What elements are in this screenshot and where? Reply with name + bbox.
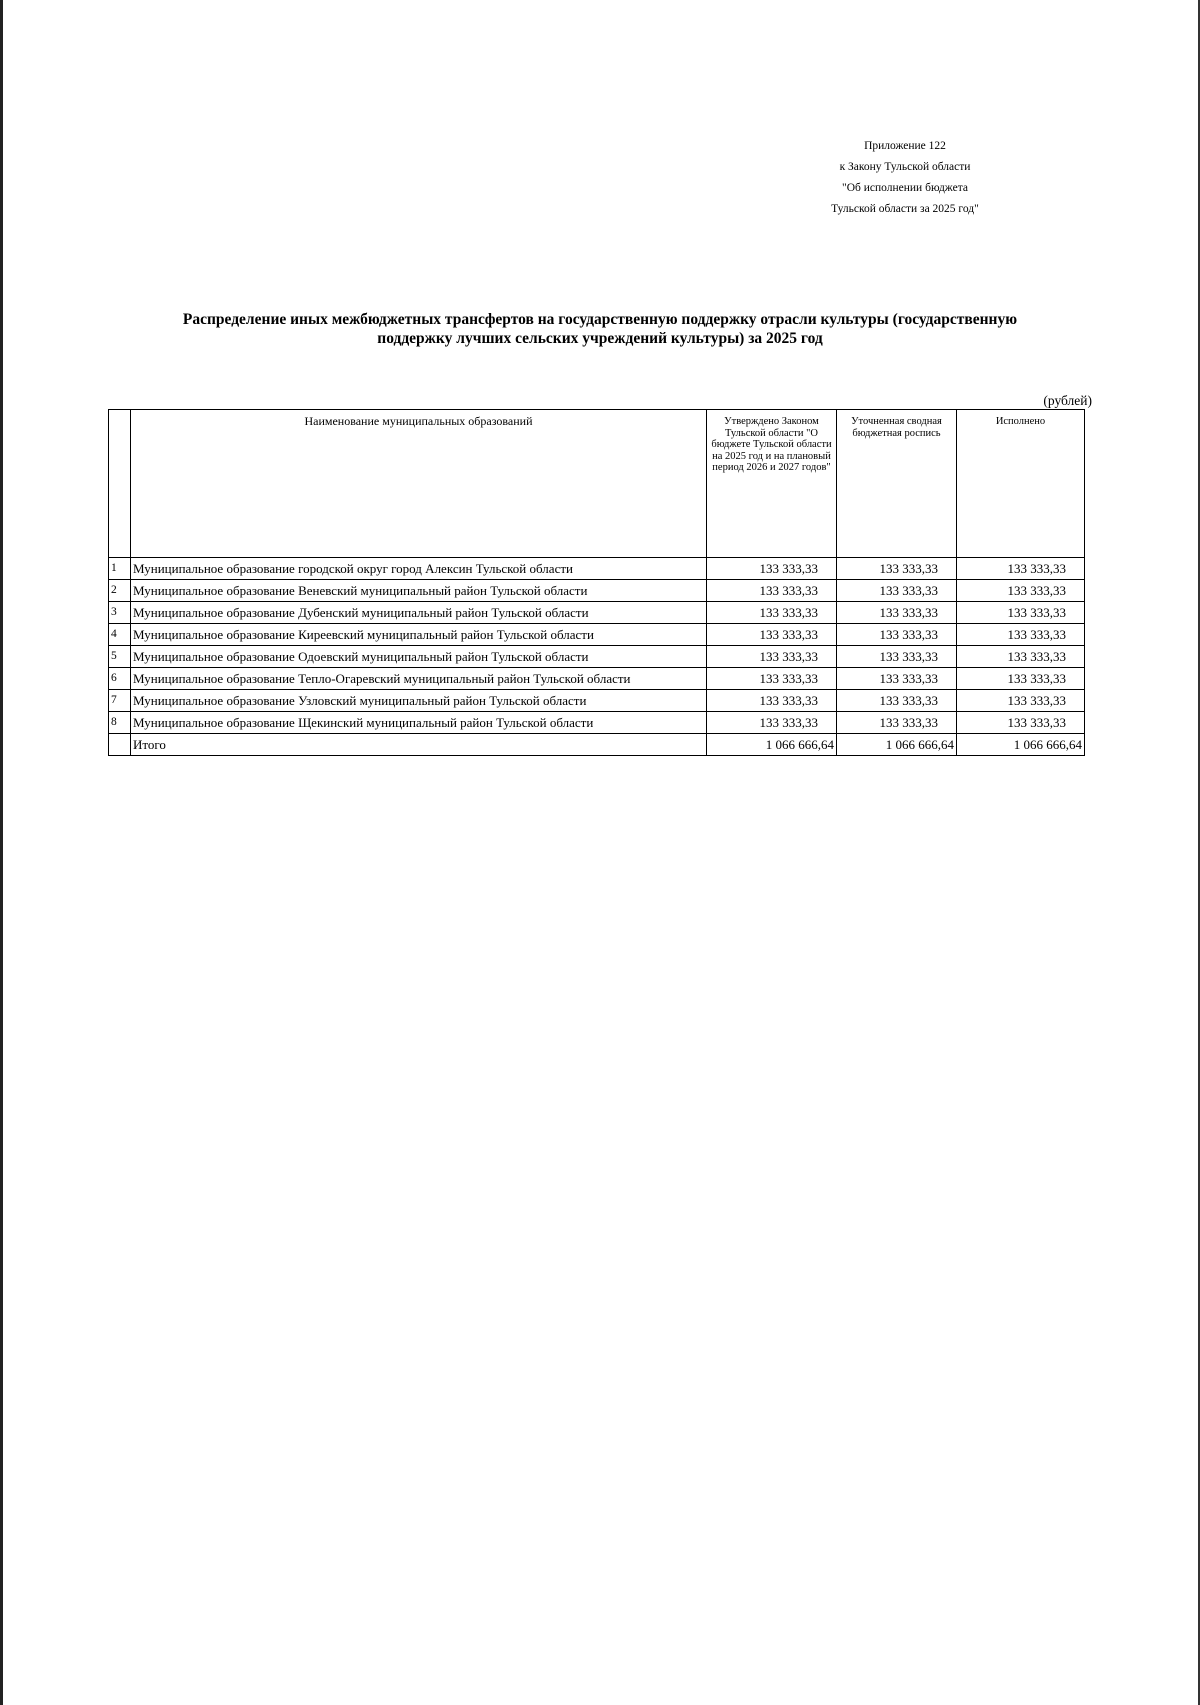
- row-number: 8: [109, 712, 131, 734]
- header-refined: Уточненная сводная бюджетная роспись: [837, 410, 957, 558]
- header-approved: Утверждено Законом Тульской области "О бюджете Тульской области на 2025 год и на плановый период 2026 и 2027 годов": [707, 410, 837, 558]
- appendix-line-3: "Об исполнении бюджета: [842, 182, 968, 194]
- row-name: Муниципальное образование Веневский муниципальный район Тульской области: [131, 580, 707, 602]
- unit-label: (рублей): [1043, 393, 1092, 408]
- row-name: Муниципальное образование Щекинский муниципальный район Тульской области: [131, 712, 707, 734]
- row-approved: 133 333,33: [707, 602, 837, 624]
- row-number: 3: [109, 602, 131, 624]
- row-executed: 133 333,33: [957, 602, 1085, 624]
- appendix-block: [760, 136, 1050, 220]
- row-approved: 133 333,33: [707, 580, 837, 602]
- row-approved: 133 333,33: [707, 668, 837, 690]
- table-row: [109, 646, 1085, 668]
- row-name: Муниципальное образование Тепло-Огаревский муниципальный район Тульской области: [131, 668, 707, 690]
- row-approved: 133 333,33: [707, 712, 837, 734]
- table-row: [109, 690, 1085, 712]
- document-title: [100, 310, 1100, 348]
- row-refined: 133 333,33: [837, 646, 957, 668]
- row-number: 4: [109, 624, 131, 646]
- row-executed: 133 333,33: [957, 690, 1085, 712]
- row-name: Муниципальное образование Узловский муниципальный район Тульской области: [131, 690, 707, 712]
- row-refined: 133 333,33: [837, 580, 957, 602]
- appendix-line-1: Приложение 122: [864, 140, 946, 152]
- row-approved: 133 333,33: [707, 690, 837, 712]
- header-number: [109, 410, 131, 558]
- row-refined: 133 333,33: [837, 624, 957, 646]
- table-row: [109, 712, 1085, 734]
- row-executed: 133 333,33: [957, 624, 1085, 646]
- table-row: [109, 624, 1085, 646]
- row-name: Муниципальное образование Киреевский муниципальный район Тульской области: [131, 624, 707, 646]
- row-executed: 133 333,33: [957, 668, 1085, 690]
- row-approved: 133 333,33: [707, 646, 837, 668]
- header-name: Наименование муниципальных образований: [131, 410, 707, 558]
- title-line-2: поддержку лучших сельских учреждений культуры) за 2025 год: [377, 330, 823, 347]
- row-number: 5: [109, 646, 131, 668]
- row-number: 2: [109, 580, 131, 602]
- row-approved: 133 333,33: [707, 624, 837, 646]
- table-row: [109, 602, 1085, 624]
- table-header-row: [109, 410, 1085, 558]
- row-number: 7: [109, 690, 131, 712]
- row-name: Муниципальное образование Одоевский муниципальный район Тульской области: [131, 646, 707, 668]
- row-executed: 133 333,33: [957, 580, 1085, 602]
- row-approved: 133 333,33: [707, 558, 837, 580]
- total-approved: 1 066 666,64: [707, 734, 837, 756]
- table-row: [109, 580, 1085, 602]
- row-name: Муниципальное образование Дубенский муниципальный район Тульской области: [131, 602, 707, 624]
- row-executed: 133 333,33: [957, 558, 1085, 580]
- transfers-table: [108, 409, 1085, 756]
- row-refined: 133 333,33: [837, 668, 957, 690]
- scan-left-edge: [0, 0, 3, 1705]
- total-number: [109, 734, 131, 756]
- header-executed: Исполнено: [957, 410, 1085, 558]
- appendix-line-4: Тульской области за 2025 год": [831, 203, 979, 215]
- row-number: 1: [109, 558, 131, 580]
- appendix-line-2: к Закону Тульской области: [839, 161, 971, 173]
- total-executed: 1 066 666,64: [957, 734, 1085, 756]
- row-number: 6: [109, 668, 131, 690]
- table-row: [109, 668, 1085, 690]
- row-executed: 133 333,33: [957, 712, 1085, 734]
- row-name: Муниципальное образование городской округ город Алексин Тульской области: [131, 558, 707, 580]
- total-name: Итого: [131, 734, 707, 756]
- table-row: [109, 558, 1085, 580]
- total-refined: 1 066 666,64: [837, 734, 957, 756]
- row-executed: 133 333,33: [957, 646, 1085, 668]
- table-total-row: [109, 734, 1085, 756]
- row-refined: 133 333,33: [837, 690, 957, 712]
- row-refined: 133 333,33: [837, 712, 957, 734]
- row-refined: 133 333,33: [837, 558, 957, 580]
- row-refined: 133 333,33: [837, 602, 957, 624]
- title-line-1: Распределение иных межбюджетных трансфертов на государственную поддержку отрасли культуры (государственную: [182, 311, 1018, 328]
